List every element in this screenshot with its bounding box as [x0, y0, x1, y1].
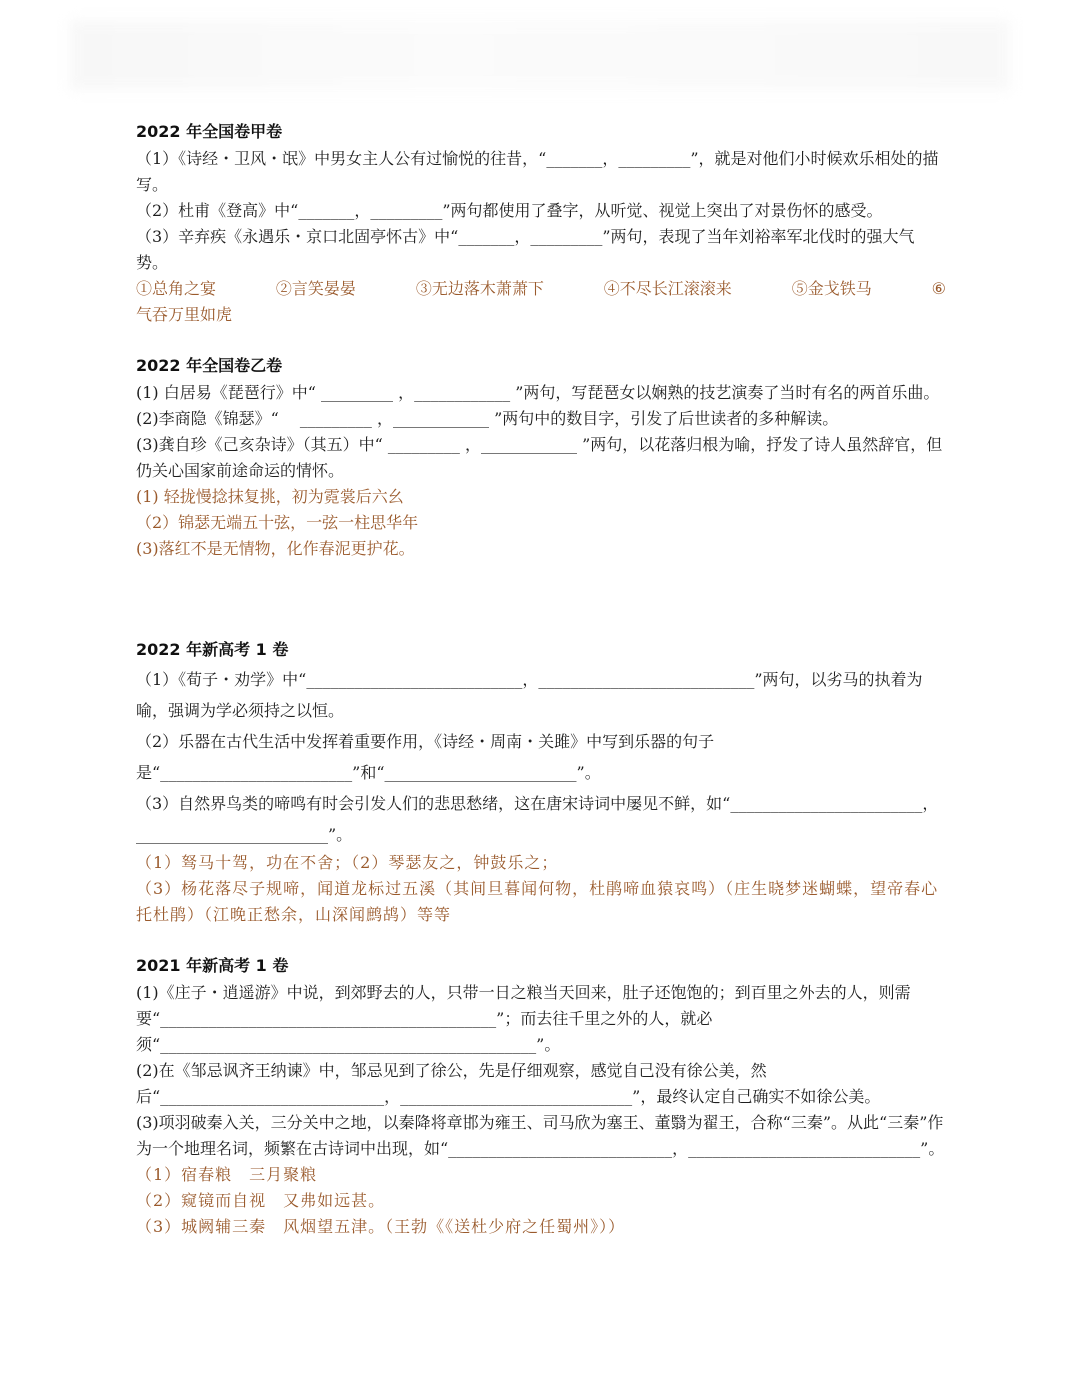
option-5: ⑤金戈铁马 [791, 279, 872, 298]
answer-2: （2）窥镜而自视 又弗如远甚。 [136, 1191, 386, 1210]
section-2022-national-a [136, 120, 946, 328]
answer-3: (3)落红不是无情物，化作春泥更护花。 [136, 539, 415, 558]
answer-options [136, 276, 946, 302]
answer-3: （3）城阙辅三秦 风烟望五津。（王勃《《送杜少府之任蜀州》）） [136, 1217, 626, 1236]
question-2: (2)李商隐《锦瑟》“ _________ ，____________ ”两句中的数目字，引发了后世读者的多种解读。 [136, 409, 839, 428]
question-1: （1）《荀子・劝学》中“___________________________，___________________________”两句，以劣马的执着为喻，强调为学必须持之以恒。 [136, 670, 923, 720]
section-2021-new-gaokao-1 [136, 954, 946, 1240]
option-4: ④不尽长江滚滚来 [603, 279, 732, 298]
section-2022-national-b [136, 354, 946, 562]
section-2022-new-gaokao-1 [136, 638, 946, 928]
section-title: 2022 年全国卷甲卷 [136, 122, 283, 141]
answer-1: （1）驽马十驾，功在不舍；（2）琴瑟友之，钟鼓乐之； [136, 853, 559, 872]
question-3: （3）辛弃疾《永遇乐・京口北固亭怀古》中“_______，_________”两句，表现了当年刘裕率军北伐时的强大气势。 [136, 227, 915, 272]
option-3: ③无边落木萧萧下 [415, 279, 544, 298]
section-title: 2021 年新高考 1 卷 [136, 956, 289, 975]
question-2: （2）杜甫《登高》中“_______，_________”两句都使用了叠字，从听觉、视觉上突出了对景伤怀的感受。 [136, 201, 883, 220]
option-6-continued: 气吞万里如虎 [136, 305, 233, 324]
question-3: (3)项羽破秦入关，三分关中之地，以秦降将章邯为雍王、司马欣为塞王、董翳为翟王，合称“三秦”。从此“三秦”作为一个地理名词，频繁在古诗词中出现，如“____________________________，_____________________________”。 [136, 1113, 945, 1158]
blurred-header [70, 20, 1010, 90]
answer-2: （3）杨花落尽子规啼，闻道龙标过五溪（其间旦暮闻何物，杜鹃啼血猿哀鸣）（庄生晓梦迷蝴蝶，望帝春心托杜鹃）（江晚正愁余，山深闻鹧鸪）等等 [136, 879, 939, 924]
question-3: (3)龚自珍《己亥杂诗》（其五）中“ _________ ，____________ ”两句，以花落归根为喻，抒发了诗人虽然辞官，但仍关心国家前途命运的情怀。 [136, 435, 943, 480]
question-2: （2）乐器在古代生活中发挥着重要作用，《诗经・周南・关雎》中写到乐器的句子是“________________________”和“________________________”。 [136, 732, 715, 782]
option-2: ②言笑晏晏 [275, 279, 356, 298]
question-3: （3）自然界鸟类的啼鸣有时会引发人们的悲思愁绪，这在唐宋诗词中屡见不鲜，如“________________________，________________________”。 [136, 794, 939, 844]
answer-1: （1）宿春粮 三月聚粮 [136, 1165, 318, 1184]
question-1: （1）《诗经・卫风・氓》中男女主人公有过愉悦的往昔，“_______，_________”，就是对他们小时候欢乐相处的描写。 [136, 149, 939, 194]
question-2: (2)在《邹忌讽齐王纳谏》中，邹忌见到了徐公，先是仔细观察，感觉自己没有徐公美，然后“____________________________，_____________________________”，最终认定自己确实不如徐公美。 [136, 1061, 881, 1106]
answer-1: (1) 轻拢慢捻抹复挑，初为霓裳后六幺 [136, 487, 404, 506]
option-1: ①总角之宴 [136, 279, 217, 298]
answer-2: （2）锦瑟无端五十弦，一弦一柱思华年 [136, 513, 419, 532]
section-title: 2022 年全国卷乙卷 [136, 356, 283, 375]
option-6: ⑥ [931, 279, 946, 298]
section-title: 2022 年新高考 1 卷 [136, 640, 289, 659]
question-1: (1)《庄子・逍遥游》中说，到郊野去的人，只带一日之粮当天回来，肚子还饱饱的；到百里之外去的人，则需要“__________________________________________”；而去往千里之外的人，就必须“_______________________________________________”。 [136, 983, 911, 1054]
question-1: (1) 白居易《琵琶行》中“ _________ ，____________ ”两句，写琵琶女以娴熟的技艺演奏了当时有名的两首乐曲。 [136, 383, 940, 402]
